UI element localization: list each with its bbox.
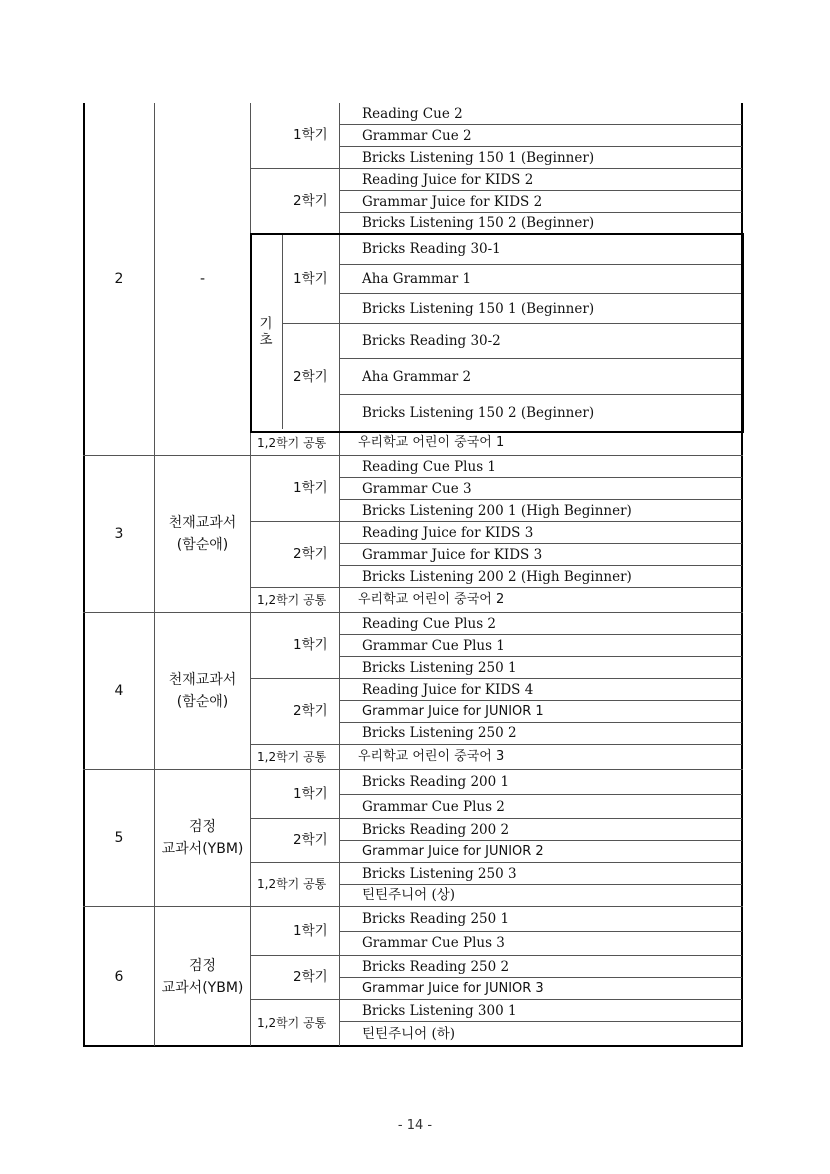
book-cell: Grammar Juice for KIDS 2 [362,194,543,210]
semester-cell: 1,2학기 공통 [257,877,327,891]
book-cell: Aha Grammar 2 [362,369,472,385]
book-cell: Bricks Listening 250 1 [362,660,517,676]
book-cell: Bricks Listening 250 3 [362,866,517,882]
semester-cell: 1학기 [293,271,328,287]
semester-cell: 2학기 [293,703,328,719]
textbook-cell: 교과서(YBM) [161,980,244,996]
textbook-cell: 교과서(YBM) [161,841,244,857]
book-cell: Grammar Cue 2 [362,128,472,144]
textbook-cell: 검정 [188,958,217,974]
book-cell: Bricks Listening 250 2 [362,725,517,741]
book-cell: Grammar Juice for JUNIOR 1 [362,704,544,719]
book-cell: Bricks Listening 200 1 (High Beginner) [362,503,632,519]
book-cell: Grammar Juice for JUNIOR 3 [362,981,544,996]
book-cell: 우리학교 어린이 중국어 2 [358,592,505,607]
book-cell: Bricks Reading 30-1 [362,241,501,257]
book-cell: Bricks Reading 250 2 [362,959,510,975]
book-cell: Bricks Listening 150 1 (Beginner) [362,301,595,317]
semester-cell: 2학기 [293,369,328,385]
book-cell: Bricks Reading 200 1 [362,774,510,790]
semester-cell: 1,2학기 공통 [257,436,327,450]
book-cell: Grammar Juice for JUNIOR 2 [362,844,544,859]
semester-cell: 2학기 [293,832,328,848]
book-cell: 우리학교 어린이 중국어 1 [358,435,505,450]
grade-cell: 3 [114,526,124,542]
semester-cell: 1학기 [293,480,328,496]
grade-cell: 4 [114,683,124,699]
book-cell: Bricks Listening 150 2 (Beginner) [362,405,595,421]
book-cell: Bricks Listening 150 1 (Beginner) [362,150,595,166]
book-cell: 우리학교 어린이 중국어 3 [358,749,505,764]
page-number: - 14 - [397,1118,433,1133]
book-cell: Reading Juice for KIDS 4 [362,682,534,698]
semester-cell: 2학기 [293,193,328,209]
grade-cell: 6 [114,969,124,985]
book-cell: 틴틴주니어 (하) [362,1026,456,1042]
semester-cell: 1학기 [293,637,328,653]
book-cell: Reading Cue 2 [362,106,463,122]
textbook-cell: (함순애) [176,694,229,710]
grade-cell: 2 [114,271,124,287]
semester-cell: 2학기 [293,546,328,562]
semester-cell: 1학기 [293,786,328,802]
basic-label [252,316,280,348]
semester-cell: 1,2학기 공통 [257,1016,327,1030]
book-cell: 틴틴주니어 (상) [362,887,456,903]
semester-cell: 1학기 [293,127,328,143]
textbook-cell: 천재교과서 [168,672,237,688]
semester-cell: 1,2학기 공통 [257,750,327,764]
textbook-cell: 검정 [188,819,217,835]
book-cell: Grammar Cue Plus 1 [362,638,505,654]
semester-cell: 2학기 [293,969,328,985]
book-cell: Reading Juice for KIDS 2 [362,172,534,188]
semester-cell: 1학기 [293,923,328,939]
textbook-cell: (함순애) [176,537,229,553]
textbook-cell: - [199,271,206,287]
book-cell: Grammar Juice for KIDS 3 [362,547,543,563]
book-cell: Reading Cue Plus 2 [362,616,496,632]
grade-cell: 5 [114,830,124,846]
book-cell: Grammar Cue Plus 3 [362,935,505,951]
textbook-cell: 천재교과서 [168,515,237,531]
book-cell: Bricks Reading 250 1 [362,911,510,927]
book-cell: Bricks Listening 300 1 [362,1003,517,1019]
book-cell: Reading Juice for KIDS 3 [362,525,534,541]
book-cell: Bricks Reading 30-2 [362,333,501,349]
book-cell: Grammar Cue Plus 2 [362,799,505,815]
book-cell: Aha Grammar 1 [362,271,472,287]
book-cell: Bricks Reading 200 2 [362,822,510,838]
semester-cell: 1,2학기 공통 [257,593,327,607]
book-cell: Bricks Listening 150 2 (Beginner) [362,215,595,231]
book-cell: Bricks Listening 200 2 (High Beginner) [362,569,632,585]
book-cell: Grammar Cue 3 [362,481,472,497]
book-cell: Reading Cue Plus 1 [362,459,496,475]
basic-label-text: 기초 [259,316,273,348]
